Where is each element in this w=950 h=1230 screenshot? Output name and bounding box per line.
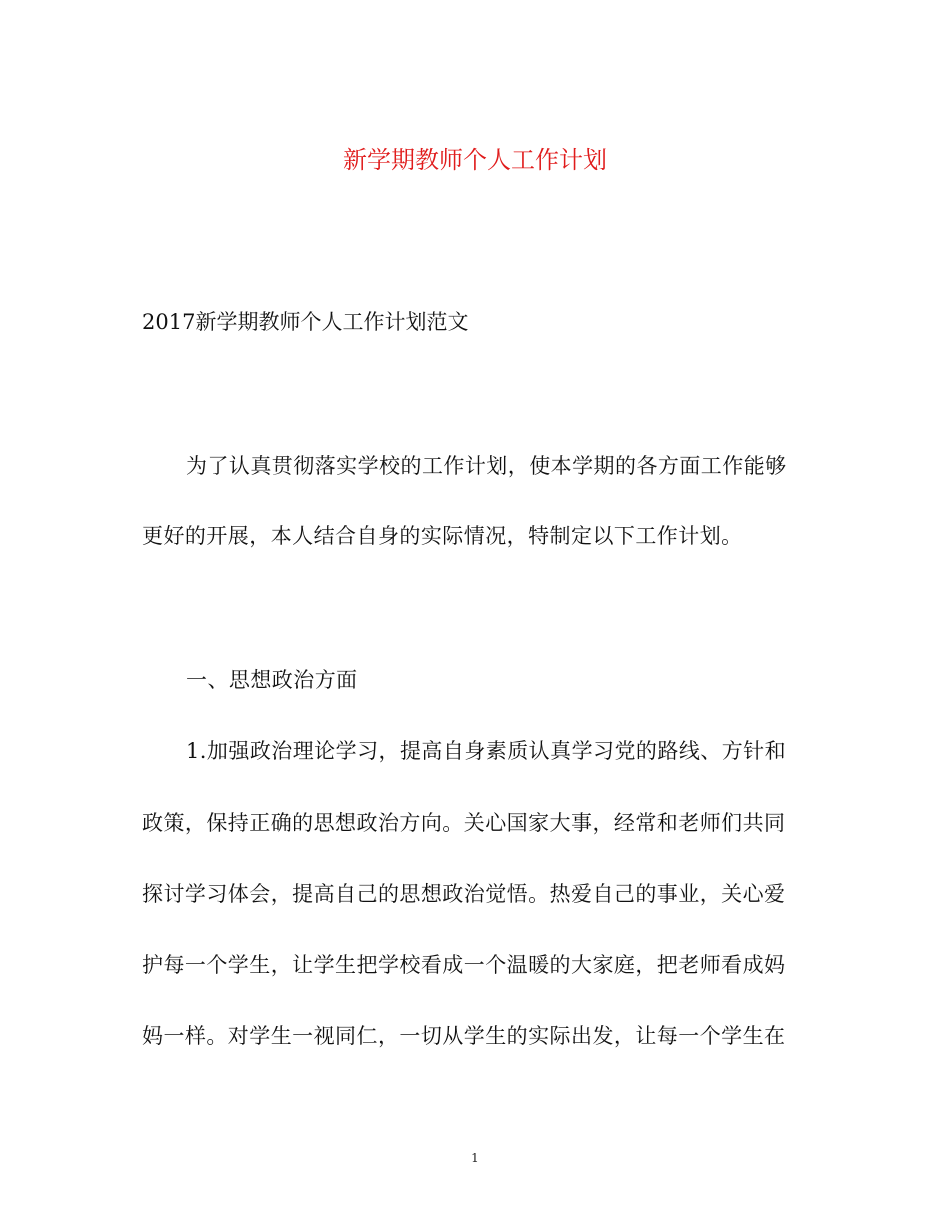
page-number: 1 <box>471 1151 479 1165</box>
document-title: 新学期教师个人工作计划 <box>343 146 607 174</box>
section-line-4: 护每一个学生，让学生把学校看成一个温暖的大家庭，把老师看成妈 <box>142 953 786 977</box>
document-subtitle: 2017新学期教师个人工作计划范文 <box>142 310 469 334</box>
section-line-3: 探讨学习体会，提高自己的思想政治觉悟。热爱自己的事业，关心爱 <box>142 882 786 906</box>
section-line-2: 政策，保持正确的思想政治方向。关心国家大事，经常和老师们共同 <box>142 811 786 835</box>
intro-line-2: 更好的开展，本人结合自身的实际情况，特制定以下工作计划。 <box>142 524 743 548</box>
section-line-1: 1.加强政治理论学习，提高自身素质认真学习党的路线、方针和 <box>186 739 787 763</box>
section-heading: 一、思想政治方面 <box>186 668 358 692</box>
intro-line-1: 为了认真贯彻落实学校的工作计划，使本学期的各方面工作能够 <box>186 454 787 478</box>
section-line-5: 妈一样。对学生一视同仁，一切从学生的实际出发，让每一个学生在 <box>142 1024 786 1048</box>
